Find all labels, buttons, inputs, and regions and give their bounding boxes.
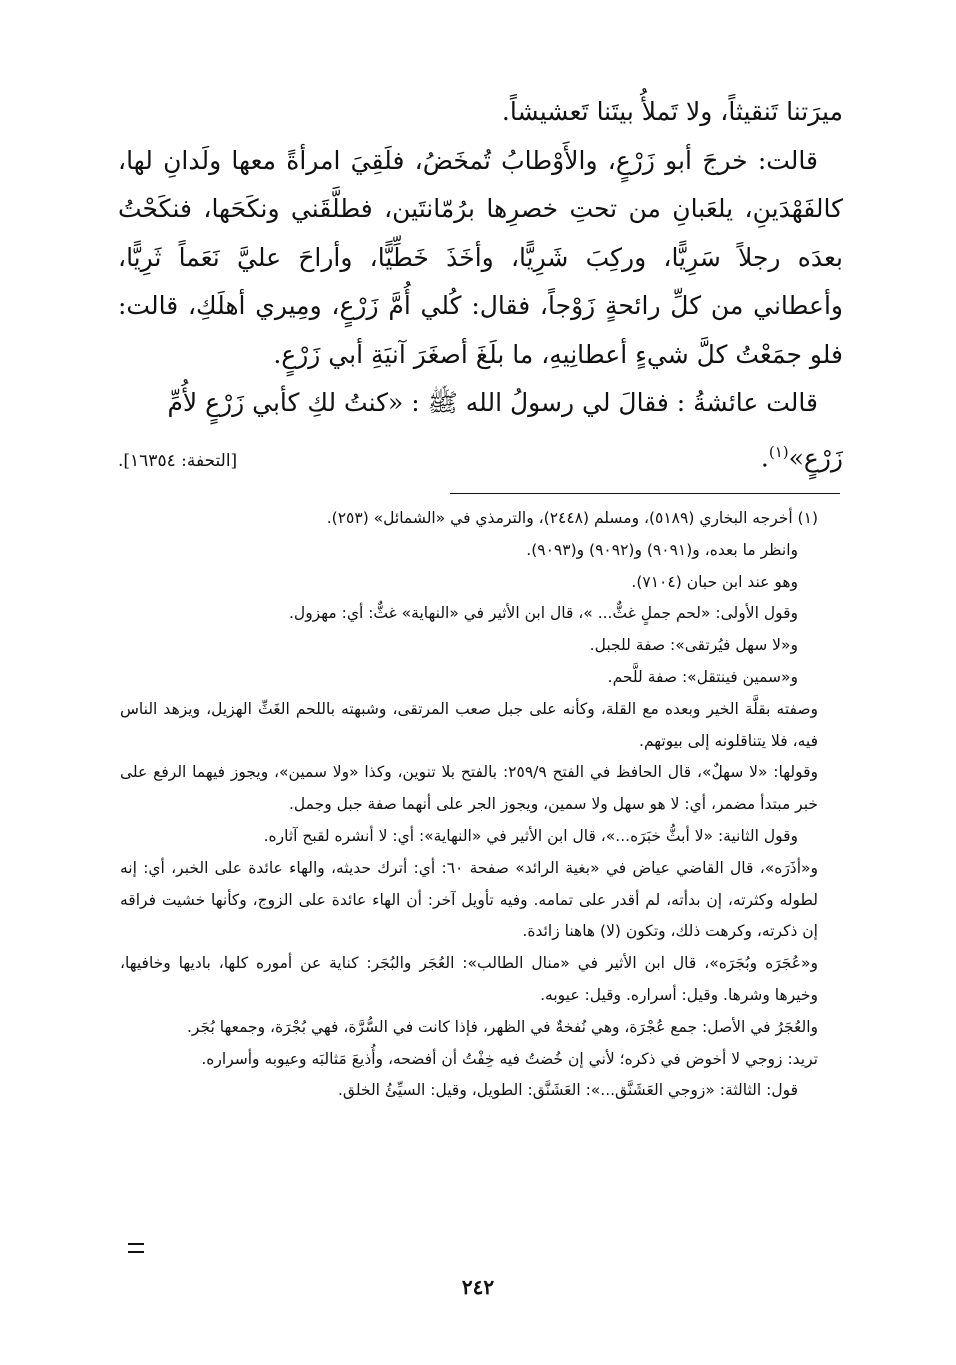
footnote-line: وقول الثانية: «لا أبثُّ خبَرَه...»، قال ابن الأثير في «النهاية»: أي: لا أنشره لقبح آثاره. <box>263 826 798 845</box>
tuhfa-reference: [التحفة: ١٦٣٥٤]. <box>118 450 238 471</box>
footnote-line: تريد: زوجي لا أخوض في ذكره؛ لأني إن خُضتُ فيه خِفْتُ أن أفضحه، وأُذيعَ مَثالبَه وعيوبه وأسراره. <box>201 1049 818 1068</box>
footnote-line: و«لا سهل فيُرتقى»: صفة للجبل. <box>589 636 798 655</box>
main-paragraph-2: قالت: خرجَ أبو زَرْعٍ، والأَوْطابُ تُمخَضُ، فلَقِيَ امرأةً معها ولَدانِ لها، كالفَهْدَينِ، يلعَبانِ من تحتِ خصرِها برُمّانتَين، فطلَّقَني ونكَحَها، فنكَحْتُ بعدَه رجلاً سَرِيًّا، وركِبَ شَرِيًّا، وأخَذَ خَطِّيًّا، وأراحَ عليَّ نَعَماً ثَرِيًّا، وأعطاني من كلِّ رائحةٍ زَوْجاً، فقال: كُلي أُمَّ زَرْعٍ، ومِيري أهلَكِ، قالت: فلو جمَعْتُ كلَّ شيءٍ أعطانِيهِ، ما بلَغَ أصغَرَ آنيَةِ أبي زَرْعٍ. <box>118 145 843 369</box>
footnote-line: وصفته بقلَّة الخير وبعده مع القلة، وكأنه على جبل صعب المرتقى، وشبهته باللحم الغَثِّ الهزيل، ويزهد الناس فيه، فلا يتناقلونه إلى بيوتهم. <box>120 699 818 750</box>
footnote-line: و«عُجَرَه وبُجَرَه»، قال ابن الأثير في «منال الطالب»: العُجَر والبُجَر: كناية عن أموره كلها، باديها وخافيها، وخيرها وشرها. وقيل: أسراره. وقيل: عيوبه. <box>120 954 818 1004</box>
footnote-marker[interactable]: (١) <box>768 442 789 461</box>
footnote-line: قول: الثالثة: «زوجي العَشَنَّق...»: العَشَنَّق: الطويل، وقيل: السيِّئُ الخلق. <box>337 1081 798 1100</box>
main-para3-end: زَرْعٍ» <box>788 442 843 472</box>
footnote-line: و«أذَرَه»، قال القاضي عياض في «بغية الرائد» صفحة ٦٠: أي: أترك حديثه، والهاء عائدة على الخبر، أي: إنه لطوله وكثرته، إن بدأته، لم أقدر على تمامه. وفيه تأويل آخر: أن الهاء عائدة على الزوج، وكأنها خشيت فراقه إن ذكرته، وكرهت ذلك، وتكون (لا) هاهنا زائدة. <box>120 858 818 941</box>
footnote-line: (١) أخرجه البخاري (٥١٨٩)، ومسلم (٢٤٤٨)، والترمذي في «الشمائل» (٢٥٣). <box>326 509 818 527</box>
footnote-line: وهو عند ابن حبان (٧١٠٤). <box>631 572 798 591</box>
main-last-line <box>118 428 843 486</box>
footnote-line: و«سمين فينتقل»: صفة للَّحم. <box>607 667 798 686</box>
page-number: ٢٤٢ <box>461 1275 495 1299</box>
footnote-line: والعُجَرُ في الأصل: جمع عُجْرَة، وهي نُفخةٌ في الظهر، فإذا كانت في السُّرَّة، فهي بُجْرَة، وجمعها بُجَر. <box>187 1017 818 1036</box>
footnote-line: وقولها: «لا سهلٌ»، قال الحافظ في الفتح ٢٥٩/٩: بالفتح بلا تنوين، وكذا «ولا سمين»، ويجوز فيهما الرفع على خبر مبتدأ مضمر، أي: لا هو سهل ولا سمين، ويجوز الجر على أنهما صفة جبل وجمل. <box>120 763 818 814</box>
footnotes <box>120 503 838 1107</box>
footnote-line: وانظر ما بعده، و(٩٠٩١) و(٩٠٩٢) و(٩٠٩٣). <box>526 540 798 559</box>
main-line-1: ميرَتنا تَنقيثاً، ولا تَملأُ بيتَنا تَعشيشاً. <box>501 97 843 126</box>
footnote-line: وقول الأولى: «لحم جملٍ غثٌّ... »، قال ابن الأثير في «النهاية» غثٌّ: أي: مهزول. <box>289 604 798 623</box>
footnote-separator <box>450 493 840 494</box>
main-paragraph-3: قالت عائشةُ : فقالَ لي رسولُ الله ﷺ : «كنتُ لكِ كأبي زَرْعٍ لأُمِّ <box>167 388 818 417</box>
main-text <box>118 88 843 485</box>
main-last-line-text: زَرْعٍ»$^{(١)}$. <box>760 442 843 472</box>
continuation-mark <box>128 1243 144 1253</box>
